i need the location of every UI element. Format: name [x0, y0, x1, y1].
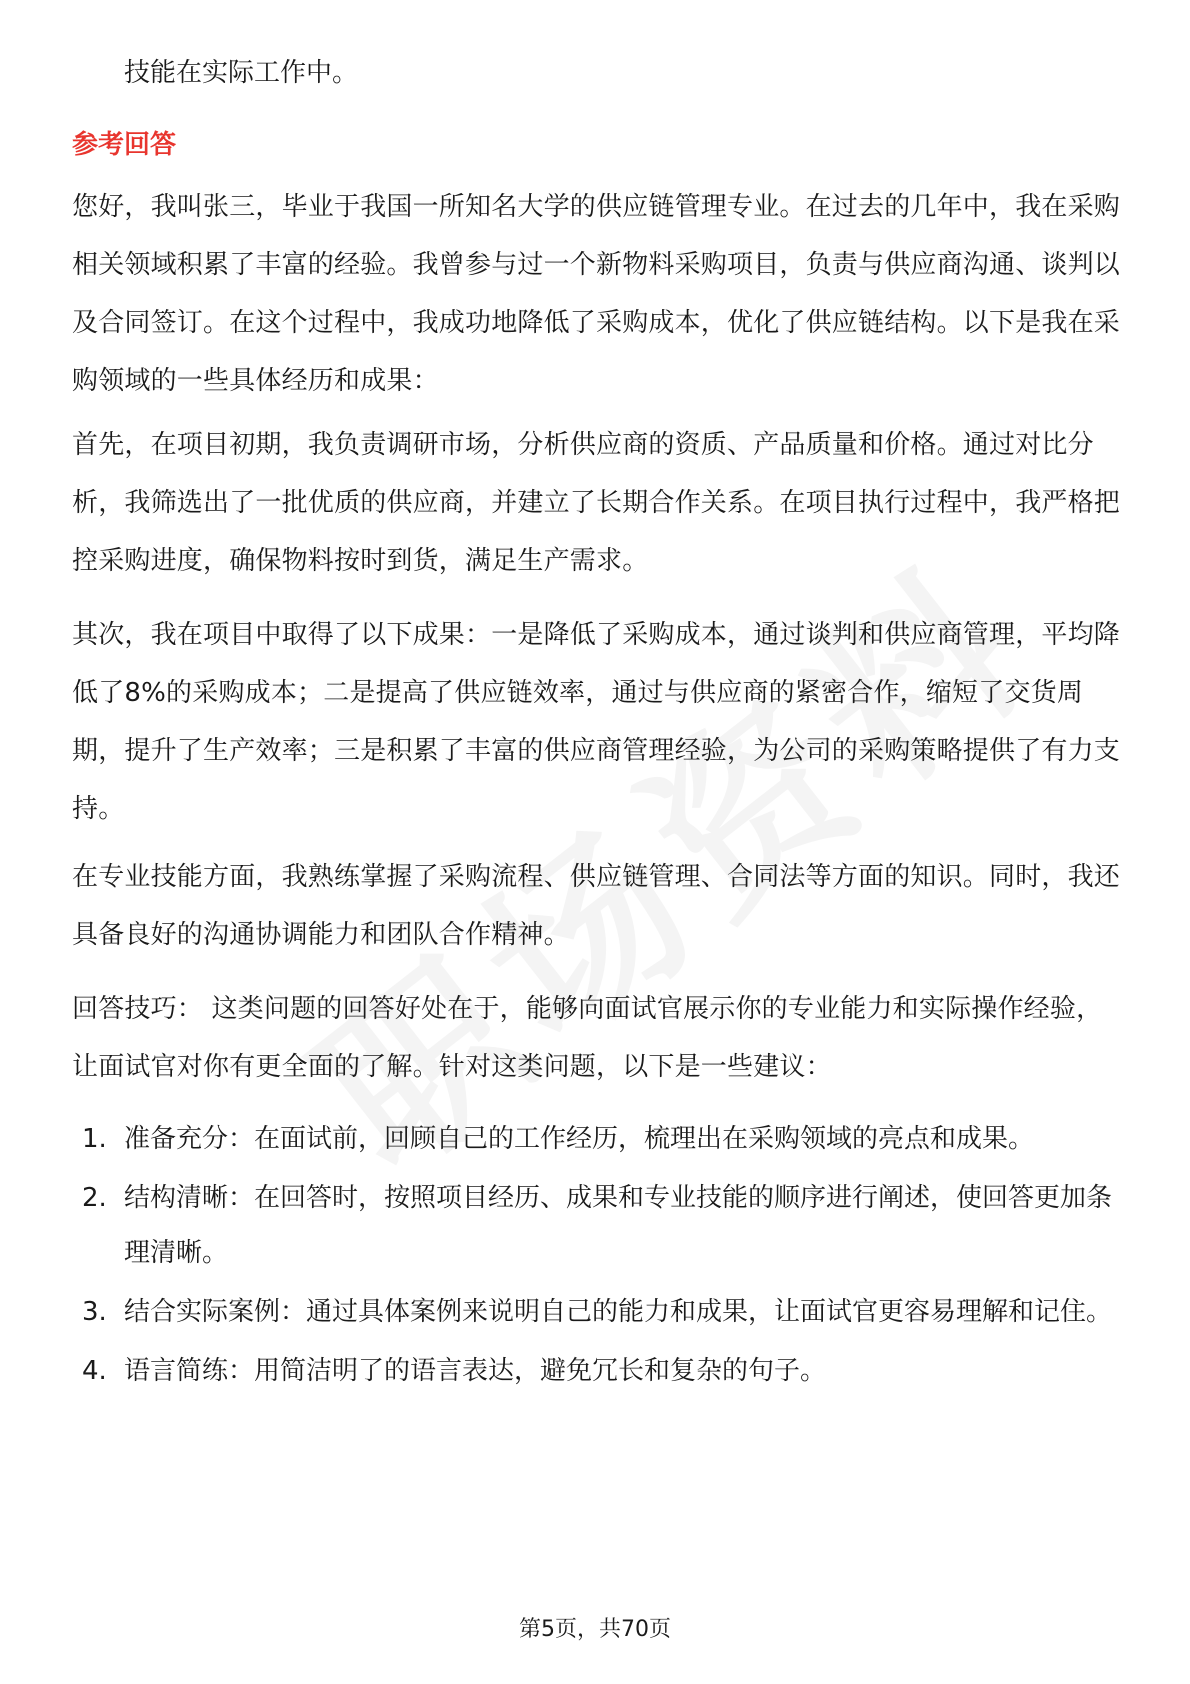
continuation-line: 技能在实际工作中。: [124, 58, 359, 88]
list-number: 3.: [82, 1297, 107, 1327]
list-number: 1.: [82, 1124, 107, 1154]
paragraph-5: [72, 980, 1122, 1096]
list-item: [72, 1285, 1122, 1340]
paragraph-text: 您好，我叫张三，毕业于我国一所知名大学的供应链管理专业。在过去的几年中，我在采购相关领域积累了丰富的经验。我曾参与过一个新物料采购项目，负责与供应商沟通、谈判以及合同签订。在这个过程中，我成功地降低了采购成本，优化了供应链结构。以下是我在采购领域的一些具体经历和成果：: [72, 192, 1121, 396]
paragraph-2: [72, 416, 1122, 590]
list-item-text: 准备充分：在面试前，回顾自己的工作经历，梳理出在采购领域的亮点和成果。: [124, 1124, 1035, 1154]
paragraph-1: [72, 178, 1122, 410]
list-item: [72, 1344, 1122, 1399]
list-number: 2.: [82, 1183, 107, 1213]
paragraph-text: 首先，在项目初期，我负责调研市场，分析供应商的资质、产品质量和价格。通过对比分析，我筛选出了一批优质的供应商，并建立了长期合作关系。在项目执行过程中，我严格把控采购进度，确保物料按时到货，满足生产需求。: [72, 430, 1121, 576]
tips-list: [72, 1112, 1122, 1403]
paragraph-text: 其次，我在项目中取得了以下成果：一是降低了采购成本，通过谈判和供应商管理，平均降低了8%的采购成本；二是提高了供应链效率，通过与供应商的紧密合作，缩短了交货周期，提升了生产效率；三是积累了丰富的供应商管理经验，为公司的采购策略提供了有力支持。: [72, 620, 1121, 824]
paragraph-text: 回答技巧： 这类问题的回答好处在于，能够向面试官展示你的专业能力和实际操作经验，让面试官对你有更全面的了解。针对这类问题，以下是一些建议：: [72, 994, 1103, 1082]
list-item: [72, 1171, 1122, 1281]
list-item: [72, 1112, 1122, 1167]
list-item-text: 语言简练：用简洁明了的语言表达，避免冗长和复杂的句子。: [124, 1356, 827, 1386]
list-number: 4.: [82, 1356, 107, 1386]
list-item-text: 结合实际案例：通过具体案例来说明自己的能力和成果，让面试官更容易理解和记住。: [124, 1297, 1113, 1327]
page-number-footer: 第5页，共70页: [519, 1617, 671, 1642]
section-title: 参考回答: [72, 130, 177, 160]
paragraph-4: [72, 848, 1122, 964]
paragraph-text: 在专业技能方面，我熟练掌握了采购流程、供应链管理、合同法等方面的知识。同时，我还具备良好的沟通协调能力和团队合作精神。: [72, 862, 1121, 950]
list-item-text: 结构清晰：在回答时，按照项目经历、成果和专业技能的顺序进行阐述，使回答更加条理清晰。: [124, 1183, 1113, 1268]
paragraph-3: [72, 606, 1122, 838]
